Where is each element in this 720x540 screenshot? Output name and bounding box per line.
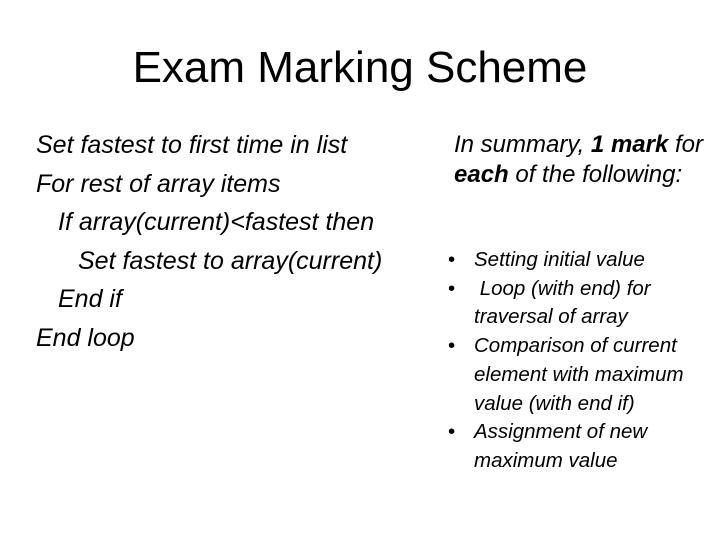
pseudocode-line: End if (58, 285, 122, 313)
slide-title: Exam Marking Scheme (132, 43, 588, 92)
list-item (448, 275, 708, 332)
list-item (448, 246, 708, 275)
list-item (448, 418, 708, 475)
summary-bold-each: each (454, 161, 509, 188)
pseudocode-line: End loop (36, 323, 135, 352)
marking-criteria-list (448, 246, 708, 476)
summary-heading (454, 130, 704, 190)
pseudocode-line: Set fastest to first time in list (36, 131, 348, 159)
pseudocode-line: If array(current)<fastest then (58, 208, 375, 236)
bullet-icon: • (448, 420, 456, 444)
bullet-icon: • (448, 276, 456, 300)
pseudocode-line: For rest of array items (36, 169, 281, 198)
pseudocode-line: Set fastest to array(current) (78, 246, 383, 275)
bullet-icon: • (448, 248, 456, 271)
pseudocode-block (36, 126, 426, 357)
list-item-text: Assignment of new maximum value (474, 420, 648, 472)
summary-middle: for (668, 131, 703, 158)
list-item (448, 332, 708, 418)
bullet-icon: • (448, 334, 456, 358)
list-item-text: Setting initial value (474, 248, 645, 271)
summary-bold-mark: 1 mark (590, 131, 669, 158)
summary-prefix: In summary, (454, 131, 591, 158)
summary-suffix: of the following: (508, 161, 683, 188)
list-item-text: Comparison of current element with maximum value (with end if) (474, 334, 684, 415)
list-item-text: Loop (with end) for traversal of array (474, 276, 657, 329)
